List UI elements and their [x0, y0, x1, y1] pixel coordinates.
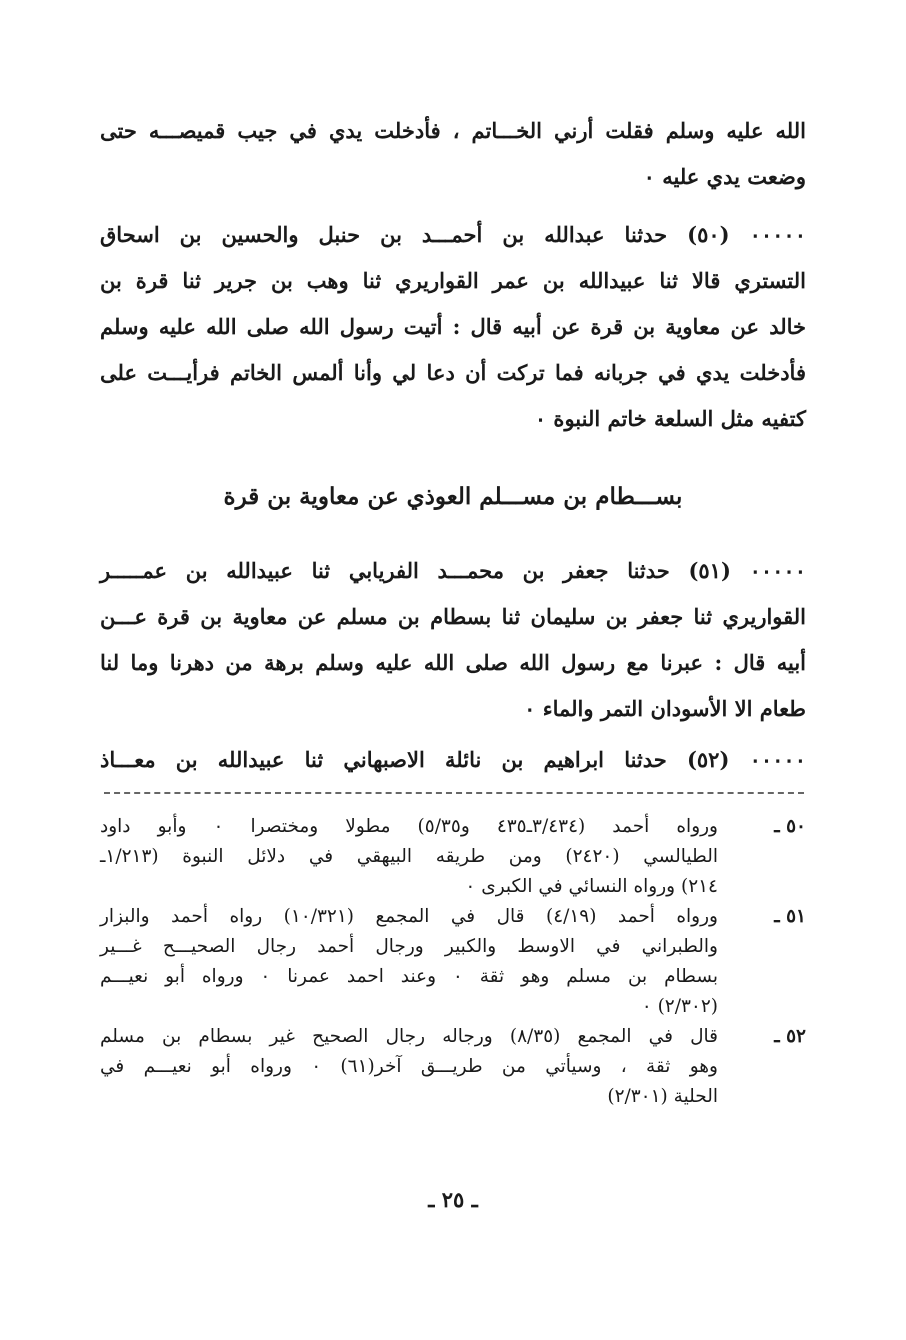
footnote-line: ٢١٤) ورواه النسائي في الكبرى ٠ — [465, 876, 718, 897]
footnote-divider — [104, 792, 804, 794]
text-line: كتفيه مثل السلعة خاتم النبوة ٠ — [534, 406, 806, 431]
text-line: ٠٠٠٠٠ (٥٠) حدثنا عبدالله بن أحمـــد بن حنبل والحسين بن اسحاق — [100, 222, 806, 247]
footnote-line: بسطام بن مسلم وهو ثقة ٠ وعند احمد عمرنا ٠ ورواه أبو نعيـــم — [100, 966, 718, 987]
footnote-51 — [100, 902, 806, 1022]
footnote-line: ورواه أحمد (٤/١٩) قال في المجمع (١٠/٣٢١) رواه أحمد والبزار — [100, 906, 718, 927]
footnote-line: (٢/٣٠٢) ٠ — [641, 996, 718, 1017]
footnote-line: الطيالسي (٢٤٢٠) ومن طريقه البيهقي في دلائل النبوة (١/٢١٣ـ — [100, 846, 718, 867]
text-line: وضعت يدي عليه ٠ — [643, 164, 806, 189]
footnote-line: قال في المجمع (٨/٣٥) ورجاله رجال الصحيح غير بسطام بن مسلم — [100, 1026, 719, 1047]
paragraph-continuation — [100, 108, 806, 200]
footnote-50 — [100, 812, 806, 902]
section-heading: بســـطام بن مســـلم العوذي عن معاوية بن قرة — [223, 483, 683, 510]
footnote-line: ورواه أحمد (٣/٤٣٤ـ٤٣٥ و٥/٣٥) مطولا ومختصرا ٠ وأبو داود — [100, 816, 718, 837]
footnote-line: والطبراني في الاوسط والكبير ورجال أحمد رجال الصحيـــح غـــير — [100, 936, 718, 957]
footnote-line: وهو ثقة ، وسيأتي من طريـــق آخر(٦١) ٠ ورواه أبو نعيـــم في — [100, 1056, 718, 1077]
footnote-number: ٥١ ـ — [774, 906, 806, 927]
hadith-51-paragraph — [100, 548, 806, 732]
footnote-body — [100, 1022, 718, 1112]
footnotes — [100, 812, 806, 1112]
text-line: القواريري ثنا جعفر بن سليمان ثنا بسطام بن مسلم عن معاوية بن قرة عـــن — [100, 604, 806, 629]
footnote-body — [100, 812, 718, 902]
footnote-line: الحلية (٢/٣٠١) — [607, 1086, 718, 1107]
text-line: التستري قالا ثنا عبيدالله بن عمر القواريري ثنا وهب بن جرير ثنا قرة بن — [100, 268, 806, 293]
text-line: فأدخلت يدي في جربانه فما تركت أن دعا لي وأنا ألمس الخاتم فرأيـــت على — [100, 360, 806, 385]
text-line: طعام الا الأسودان التمر والماء ٠ — [524, 696, 806, 721]
hadith-52-paragraph — [100, 737, 806, 783]
text-line: ٠٠٠٠٠ (٥١) حدثنا جعفر بن محمـــد الفريابي ثنا عبيدالله بن عمـــــر — [100, 558, 806, 583]
hadith-50-paragraph — [100, 212, 806, 442]
footnote-number: ٥٢ ـ — [774, 1026, 806, 1047]
footnote-number: ٥٠ ـ — [774, 816, 806, 837]
page-number: ـ ٢٥ ـ — [428, 1187, 478, 1212]
footnote-body — [100, 902, 718, 1022]
text-line: أبيه قال : عبرنا مع رسول الله صلى الله عليه وسلم برهة من دهرنا وما لنا — [100, 650, 806, 675]
text-line: ٠٠٠٠٠ (٥٢) حدثنا ابراهيم بن نائلة الاصبهاني ثنا عبيدالله بن معـــاذ — [100, 747, 806, 772]
footnote-52 — [100, 1022, 806, 1112]
text-line: خالد عن معاوية بن قرة عن أبيه قال : أتيت رسول الله صلى الله عليه وسلم — [100, 314, 806, 339]
text-line: الله عليه وسلم فقلت أرني الخـــاتم ، فأدخلت يدي في جيب قميصـــه حتى — [100, 118, 806, 143]
